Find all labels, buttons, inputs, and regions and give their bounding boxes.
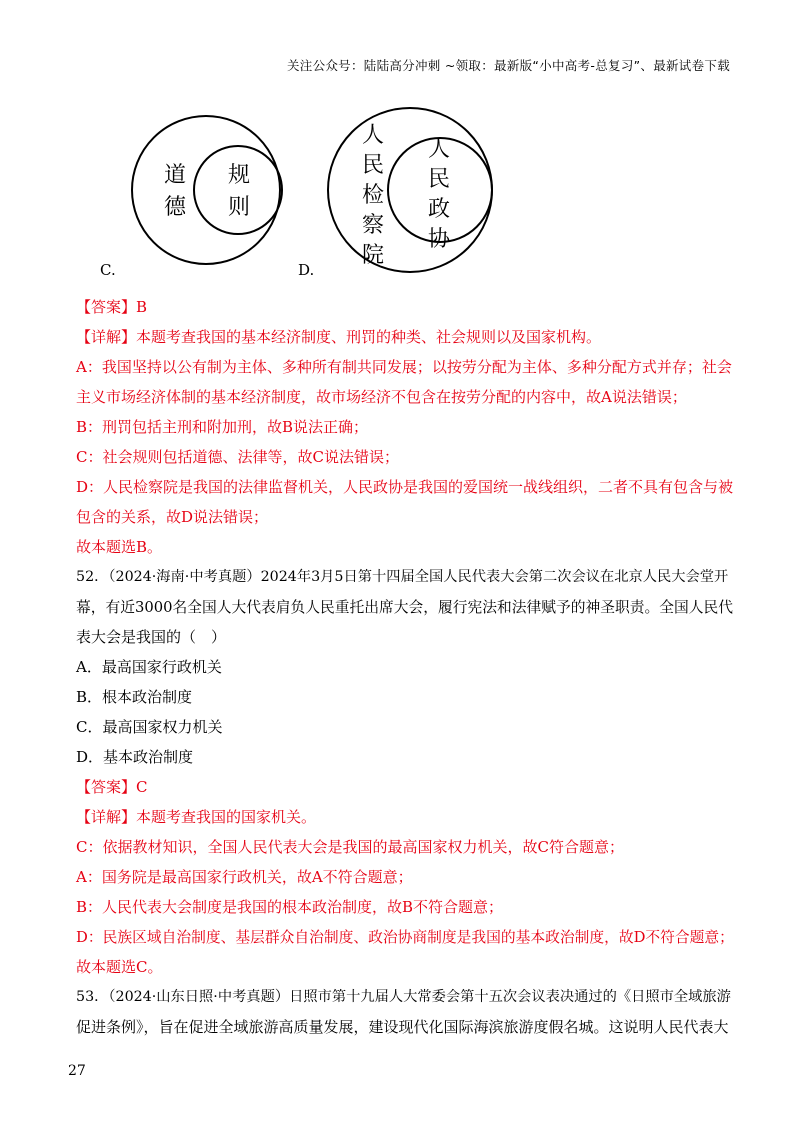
option-c-label: C.: [100, 261, 116, 279]
outer-char-2: 民: [362, 153, 385, 178]
page-header: 关注公众号：陆陆高分冲刺 ~领取：最新版“小中高考-总复习”、最新试卷下载: [286, 58, 730, 73]
venn-diagram-c-svg: [128, 110, 288, 272]
option-d-label: D.: [298, 261, 315, 279]
q52-detail: 【详解】本题考查我国的国家机关。: [76, 808, 317, 826]
outer-char-1: 道: [164, 163, 187, 188]
q51-explain-d-2: 包含的关系，故D说法错误；: [76, 508, 269, 526]
inner-char-3: 政: [428, 197, 451, 222]
q52-conclusion: 故本题选C。: [76, 958, 163, 976]
q52-explain-c: C：依据教材知识，全国人民代表大会是我国的最高国家权力机关，故C符合题意；: [76, 838, 624, 856]
q51-explain-a-2: 主义市场经济体制的基本经济制度，故市场经济不包含在按劳分配的内容中，故A说法错误；: [76, 388, 687, 406]
q52-explain-d: D：民族区域自治制度、基层群众自治制度、政治协商制度是我国的基本政治制度，故D不符合题意；: [76, 929, 734, 946]
venn-diagram-d: [322, 104, 502, 278]
inner-char-2: 则: [228, 195, 251, 220]
q52-option-c: C．最高国家权力机关: [76, 718, 223, 736]
q51-answer: 【答案】B: [76, 298, 148, 316]
outer-char-2: 德: [164, 195, 187, 220]
q52-option-b: B．根本政治制度: [76, 688, 193, 706]
q51-explain-c: C：社会规则包括道德、法律等，故C说法错误；: [76, 448, 399, 466]
q52-explain-b: B：人民代表大会制度是我国的根本政治制度，故B不符合题意；: [76, 898, 504, 916]
inner-char-4: 协: [428, 227, 451, 252]
outer-char-5: 院: [362, 243, 385, 268]
q52-explain-a: A：国务院是最高国家行政机关，故A不符合题意；: [76, 868, 413, 886]
outer-char-3: 检: [362, 183, 385, 208]
inner-char-1: 人: [428, 137, 451, 162]
outer-circle: [132, 116, 280, 264]
inner-circle: [194, 146, 282, 234]
q52-answer: 【答案】C: [76, 778, 148, 796]
q51-explain-d-1: D：人民检察院是我国的法律监督机关，人民政协是我国的爱国统一战线组织，二者不具有包含与被: [76, 478, 734, 496]
inner-char-1: 规: [228, 163, 251, 188]
q53-stem-1: 53．（2024·山东日照·中考真题）日照市第十九届人大常委会第十五次会议表决通过的《日照市全域旅游: [76, 989, 731, 1005]
q51-conclusion: 故本题选B。: [76, 538, 163, 556]
q52-stem-1: 52．（2024·海南·中考真题）2024年3月5日第十四届全国人民代表大会第二次会议在北京人民大会堂开: [76, 569, 729, 585]
q52-option-a: A．最高国家行政机关: [76, 658, 222, 676]
venn-diagram-c: [128, 110, 288, 272]
q52-stem-2: 幕，有近3000名全国人大代表肩负人民重托出席大会，履行宪法和法律赋予的神圣职责。全国人民代: [76, 599, 734, 616]
page-number: 27: [68, 1063, 86, 1079]
outer-char-4: 察: [362, 213, 385, 238]
inner-char-2: 民: [428, 167, 451, 192]
q51-detail: 【详解】本题考查我国的基本经济制度、刑罚的种类、社会规则以及国家机构。: [76, 328, 602, 346]
q52-option-d: D．基本政治制度: [76, 748, 194, 766]
outer-circle: [328, 108, 492, 272]
q52-stem-3: 表大会是我国的（ ）: [76, 628, 227, 646]
venn-diagram-d-svg: [322, 104, 502, 278]
outer-char-1: 人: [362, 123, 385, 148]
q51-explain-a-1: A：我国坚持以公有制为主体、多种所有制共同发展；以按劳分配为主体、多种分配方式并存；社会: [76, 358, 732, 376]
q51-explain-b: B：刑罚包括主刑和附加刑，故B说法正确；: [76, 418, 369, 436]
q53-stem-2: 促进条例》，旨在促进全域旅游高质量发展，建设现代化国际海滨旅游度假名城。这说明人民代表大: [76, 1018, 729, 1036]
